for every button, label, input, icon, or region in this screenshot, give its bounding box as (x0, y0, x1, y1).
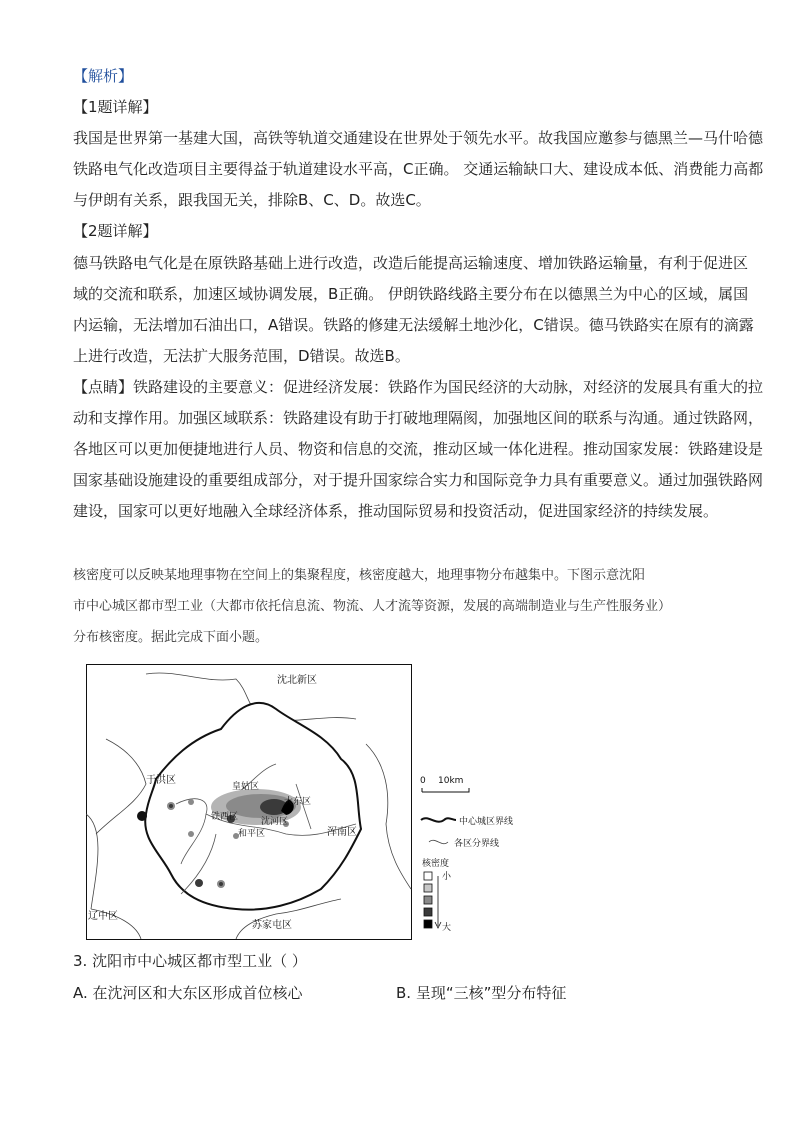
legend-arrow (435, 876, 441, 928)
scale-zero: 0 (420, 776, 426, 786)
label-liaozhong: 辽中区 (88, 911, 118, 922)
legend-swatch-3 (424, 896, 432, 904)
tip-line-4: 国家基础设施建设的重要组成部分，对于提升国家综合实力和国际竞争力具有重要意义。通过加强铁路网 (73, 471, 764, 489)
legend-swatch-4 (424, 908, 432, 916)
legend-district-label: 各区分界线 (454, 839, 500, 849)
label-dadong: 大东区 (284, 797, 312, 807)
q2-line-4: 上进行改造，无法扩大服务范围，D错误。故选B。 (73, 347, 410, 365)
tip-line-5: 建设，国家可以更好地融入全球经济体系，推动国际贸易和投资活动，促进国家经济的持续发展。 (73, 502, 719, 520)
q2-heading: 【2题详解】 (73, 222, 158, 240)
label-heping: 和平区 (238, 829, 266, 839)
q2-line-2: 域的交流和联系，加速区域协调发展，B正确。 伊朗铁路线路主要分布在以德黑兰为中心的区域，属国 (73, 285, 749, 303)
legend-swatch-2 (424, 884, 432, 892)
q1-line-2: 铁路电气化改造项目主要得益于轨道建设水平高，C正确。 交通运输缺口大、建设成本低、消费能力高都 (73, 160, 764, 178)
tip-line-2: 动和支撑作用。加强区域联系：铁路建设有助于打破地理隔阂，加强地区间的联系与沟通。通过铁路网， (73, 409, 764, 427)
tip-line-1: 铁路建设的主要意义：促进经济发展：铁路作为国民经济的大动脉，对经济的发展具有重大的拉 (133, 378, 764, 396)
q1-line-3: 与伊朗有关系，跟我国无关，排除B、C、D。故选C。 (73, 191, 431, 209)
option-a[interactable]: A. 在沈河区和大东区形成首位核心 (73, 984, 303, 1002)
passage-line-3: 分布核密度。据此完成下面小题。 (73, 630, 269, 645)
legend-density-title: 核密度 (422, 859, 450, 869)
legend-swatch-1 (424, 872, 432, 880)
label-yuhong: 于洪区 (146, 775, 176, 786)
label-huanggu: 皇姑区 (232, 782, 260, 792)
legend-swatch-5 (424, 920, 432, 928)
passage-line-2: 市中心城区都市型工业（大都市依托信息流、物流、人才流等资源，发展的高端制造业与生产性服务业） (73, 599, 672, 614)
label-shenhe: 沈河区 (261, 817, 289, 827)
tip-line-3: 各地区可以更加便捷地进行人员、物资和信息的交流，推动区域一体化进程。推动国家发展：铁路建设是 (73, 440, 764, 458)
legend-district-line (429, 840, 448, 843)
legend (421, 815, 513, 933)
legend-small: 小 (442, 872, 452, 882)
legend-center-label: 中心城区界线 (459, 817, 514, 827)
q1-line-1: 我国是世界第一基建大国，高铁等轨道交通建设在世界处于领先水平。故我国应邀参与德黑兰—马什哈德 (73, 129, 764, 147)
label-shenbei: 沈北新区 (277, 675, 317, 686)
question-stem: 3. 沈阳市中心城区都市型工业（ ） (73, 952, 307, 970)
label-hunnan: 浑南区 (327, 827, 357, 838)
scale-bar (420, 776, 469, 792)
legend-large: 大 (442, 923, 452, 933)
label-sujiatun: 苏家屯区 (252, 920, 292, 931)
scale-distance: 10km (438, 776, 464, 786)
q1-heading: 【1题详解】 (73, 98, 158, 116)
tip-paragraph-line-1 (73, 377, 763, 397)
kernel-density-map (86, 664, 526, 940)
q2-line-3: 内运输，无法增加石油出口，A错误。铁路的修建无法缓解土地沙化，C错误。德马铁路实在原有的滴露 (73, 316, 754, 334)
passage-line-1: 核密度可以反映某地理事物在空间上的集聚程度，核密度越大，地理事物分布越集中。下图示意沈阳 (73, 568, 646, 583)
legend-center-line (421, 818, 456, 822)
tip-heading: 【点睛】 (73, 378, 134, 396)
label-tiexi: 铁西区 (211, 812, 239, 822)
analysis-heading: 【解析】 (73, 67, 134, 85)
option-b[interactable]: B. 呈现“三核”型分布特征 (396, 984, 567, 1002)
q2-line-1: 德马铁路电气化是在原铁路基础上进行改造，改造后能提高运输速度、增加铁路运输量，有利于促进区 (73, 254, 749, 272)
